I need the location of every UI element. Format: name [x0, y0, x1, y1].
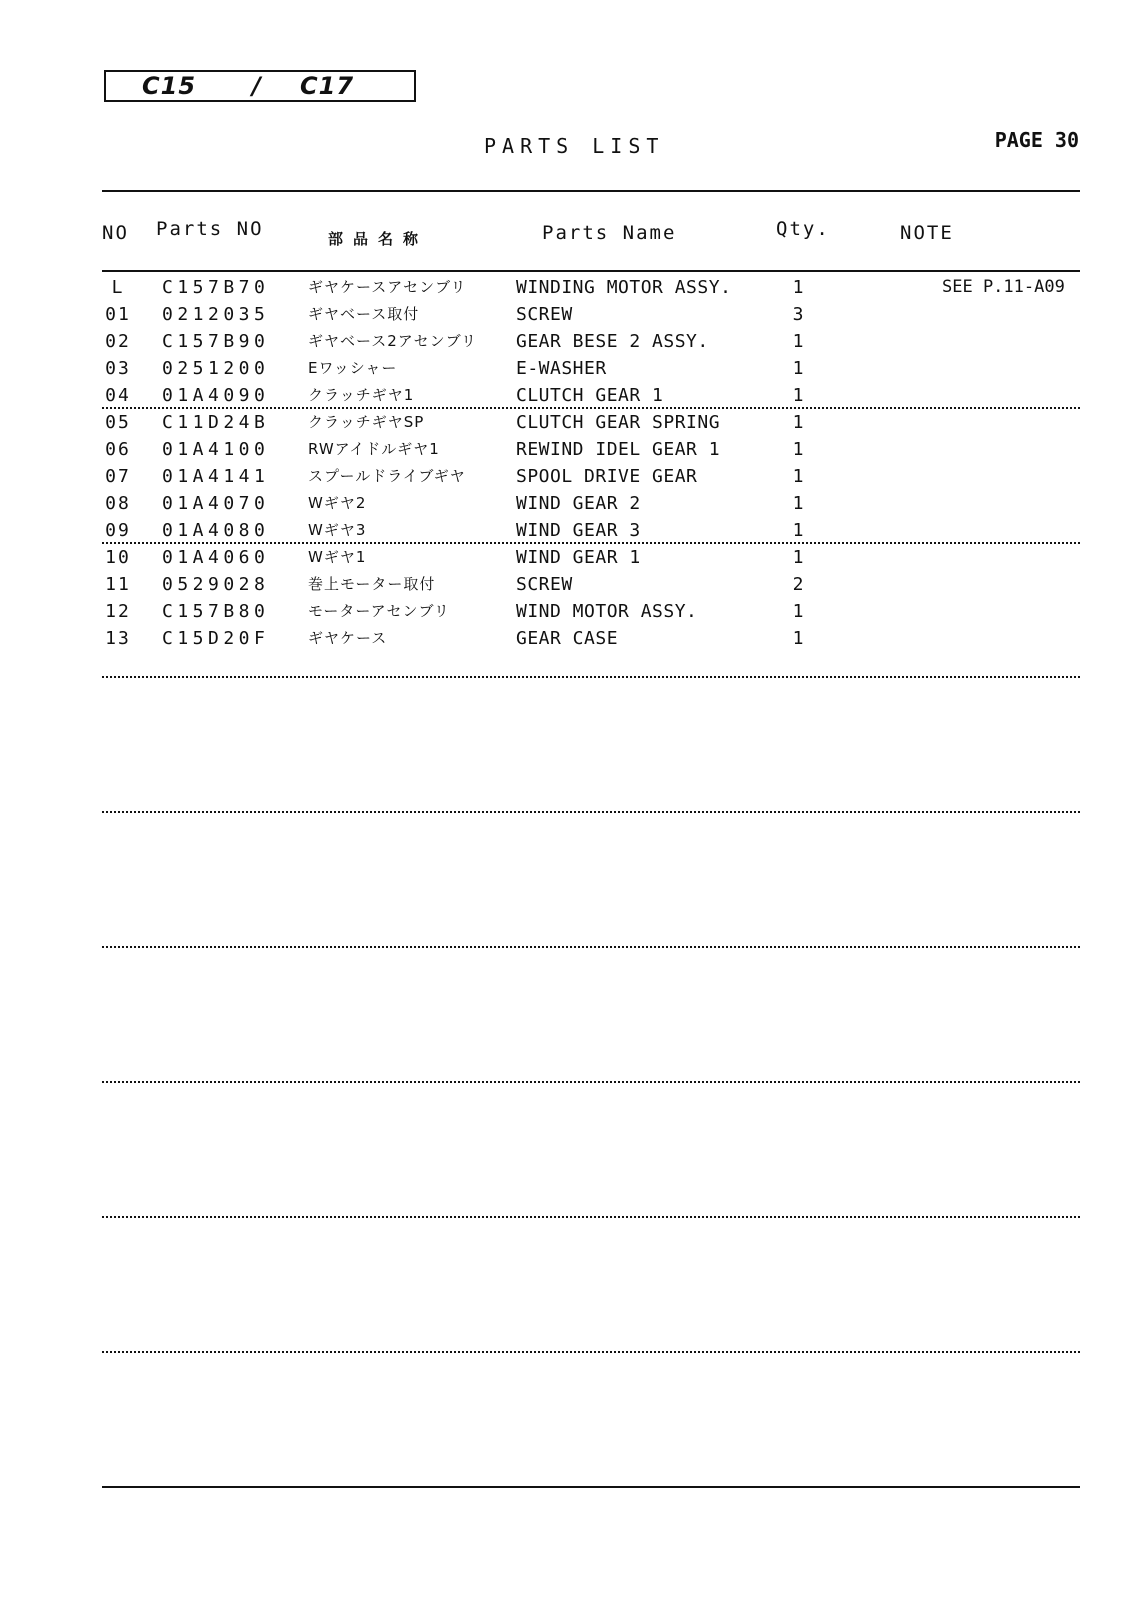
- row-parts-no: 0212035: [162, 304, 270, 325]
- row-qty: 1: [792, 601, 804, 622]
- dotted-divider: [102, 946, 1080, 948]
- row-parts-name: WIND GEAR 3: [516, 520, 641, 541]
- row-no: 13: [105, 628, 131, 649]
- row-parts-name: REWIND IDEL GEAR 1: [516, 439, 721, 460]
- row-parts-no: 01A4060: [162, 547, 270, 568]
- page-number: PAGE 30: [994, 128, 1079, 152]
- table-row: [102, 490, 1080, 517]
- dotted-divider: [102, 1081, 1080, 1083]
- table-row: [102, 301, 1080, 328]
- row-qty: 1: [792, 547, 804, 568]
- row-qty: 1: [792, 277, 804, 298]
- row-qty: 2: [792, 574, 804, 595]
- row-jp-name: モーターアセンブリ: [308, 602, 450, 620]
- row-parts-no: 01A4090: [162, 385, 270, 406]
- row-jp-name: 巻上モーター取付: [308, 575, 436, 593]
- row-parts-name: WINDING MOTOR ASSY.: [516, 277, 732, 298]
- row-no: 03: [105, 358, 131, 379]
- bottom-rule: [102, 1486, 1080, 1488]
- col-header-no: NO: [102, 222, 129, 244]
- col-header-parts-name: Parts Name: [542, 222, 677, 244]
- model-box: [104, 70, 416, 102]
- table-row: [102, 625, 1080, 652]
- row-parts-no: 0251200: [162, 358, 270, 379]
- row-parts-no: C157B70: [162, 277, 270, 298]
- row-qty: 1: [792, 439, 804, 460]
- row-parts-name: SCREW: [516, 304, 573, 325]
- row-no: 06: [105, 439, 131, 460]
- row-parts-no: 01A4080: [162, 520, 270, 541]
- row-parts-no: 01A4070: [162, 493, 270, 514]
- row-qty: 1: [792, 331, 804, 352]
- row-qty: 1: [792, 628, 804, 649]
- row-jp-name: Wギヤ3: [308, 521, 367, 539]
- row-no: L: [111, 277, 125, 298]
- table-row: [102, 436, 1080, 463]
- page-title: PARTS LIST: [484, 134, 665, 158]
- row-parts-no: C15D20F: [162, 628, 270, 649]
- row-parts-name: WIND MOTOR ASSY.: [516, 601, 698, 622]
- row-qty: 3: [792, 304, 804, 325]
- dotted-divider: [102, 1351, 1080, 1353]
- table-row: [102, 463, 1080, 490]
- row-no: 02: [105, 331, 131, 352]
- row-parts-name: WIND GEAR 1: [516, 547, 641, 568]
- model-left: C15: [142, 72, 197, 100]
- row-qty: 1: [792, 466, 804, 487]
- row-no: 07: [105, 466, 131, 487]
- row-parts-name: WIND GEAR 2: [516, 493, 641, 514]
- row-parts-name: SPOOL DRIVE GEAR: [516, 466, 698, 487]
- row-no: 09: [105, 520, 131, 541]
- row-parts-no: C157B90: [162, 331, 270, 352]
- top-rule: [102, 190, 1080, 192]
- row-parts-no: 01A4100: [162, 439, 270, 460]
- table-row: [102, 355, 1080, 382]
- row-note: SEE P.11-A09: [942, 277, 1065, 297]
- model-slash: /: [252, 72, 262, 100]
- row-qty: 1: [792, 358, 804, 379]
- row-jp-name: ギヤケース: [308, 629, 388, 647]
- row-no: 10: [105, 547, 131, 568]
- row-jp-name: Eワッシャー: [308, 359, 398, 377]
- col-header-note: NOTE: [900, 222, 954, 244]
- row-jp-name: Wギヤ2: [308, 494, 367, 512]
- row-qty: 1: [792, 412, 804, 433]
- table-row: [102, 598, 1080, 625]
- col-header-parts-no: Parts NO: [156, 218, 264, 240]
- row-qty: 1: [792, 493, 804, 514]
- row-jp-name: RWアイドルギヤ1: [308, 440, 440, 458]
- dotted-divider: [102, 1216, 1080, 1218]
- dotted-divider: [102, 811, 1080, 813]
- row-no: 11: [105, 574, 131, 595]
- row-parts-name: CLUTCH GEAR SPRING: [516, 412, 721, 433]
- row-jp-name: クラッチギヤSP: [308, 413, 425, 431]
- row-parts-no: C11D24B: [162, 412, 270, 433]
- table-row: [102, 517, 1080, 544]
- parts-table: [102, 274, 1080, 652]
- row-jp-name: ギヤベース取付: [308, 305, 420, 323]
- model-right: C17: [300, 72, 355, 100]
- row-qty: 1: [792, 520, 804, 541]
- row-jp-name: ギヤケースアセンブリ: [308, 278, 467, 296]
- table-row: [102, 274, 1080, 301]
- row-parts-no: 0529028: [162, 574, 270, 595]
- table-row: [102, 409, 1080, 436]
- row-no: 12: [105, 601, 131, 622]
- row-no: 01: [105, 304, 131, 325]
- row-no: 04: [105, 385, 131, 406]
- row-jp-name: スプールドライブギヤ: [308, 467, 466, 485]
- row-jp-name: Wギヤ1: [308, 548, 367, 566]
- row-no: 08: [105, 493, 131, 514]
- table-row: [102, 571, 1080, 598]
- row-parts-name: GEAR BESE 2 ASSY.: [516, 331, 709, 352]
- row-parts-name: GEAR CASE: [516, 628, 619, 649]
- row-parts-name: SCREW: [516, 574, 573, 595]
- col-header-qty: Qty.: [776, 218, 830, 240]
- row-jp-name: クラッチギヤ1: [308, 386, 415, 404]
- dotted-divider: [102, 676, 1080, 678]
- table-row: [102, 544, 1080, 571]
- header-rule: [102, 270, 1080, 272]
- table-row: [102, 328, 1080, 355]
- col-header-jp-name: 部品名称: [328, 230, 429, 248]
- row-jp-name: ギヤベース2アセンブリ: [308, 332, 478, 350]
- row-parts-no: C157B80: [162, 601, 270, 622]
- row-qty: 1: [792, 385, 804, 406]
- table-row: [102, 382, 1080, 409]
- row-no: 05: [105, 412, 131, 433]
- row-parts-no: 01A4141: [162, 466, 270, 487]
- row-parts-name: CLUTCH GEAR 1: [516, 385, 664, 406]
- row-parts-name: E-WASHER: [516, 358, 607, 379]
